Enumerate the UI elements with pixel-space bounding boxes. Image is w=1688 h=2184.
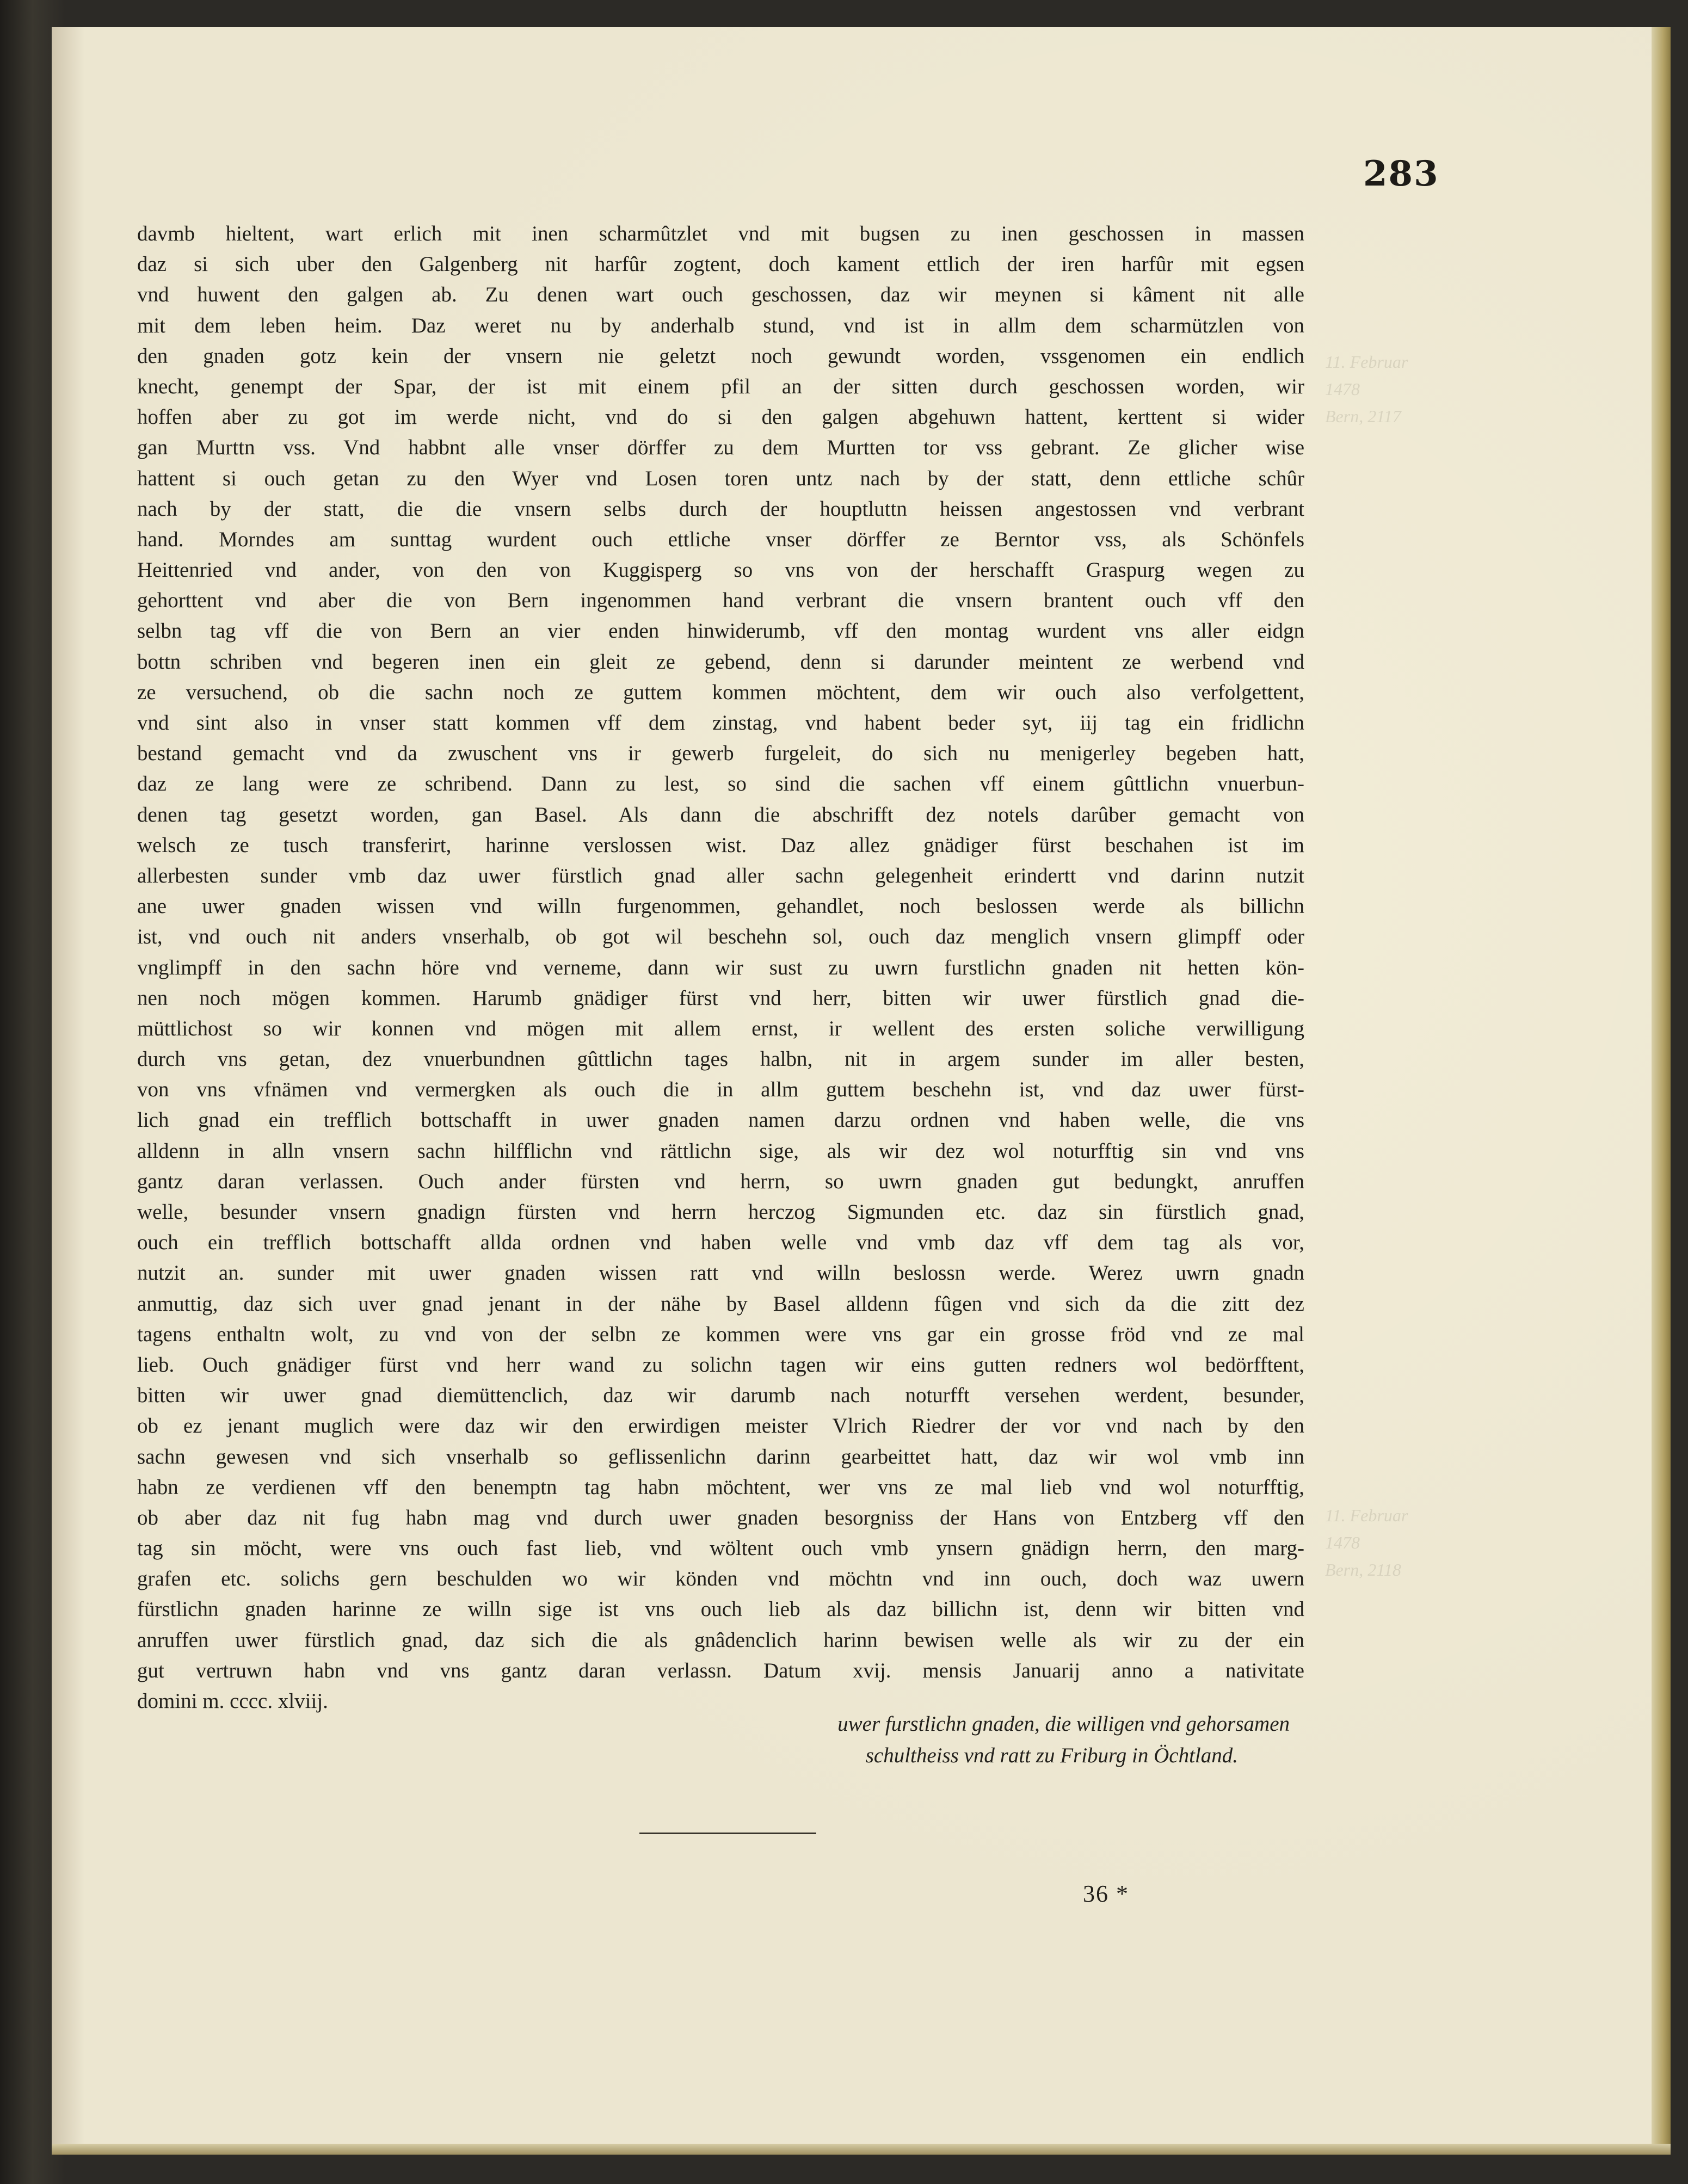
text-line: Heittenried vnd ander, von den von Kuggisperg so vns von der herschafft Graspurg wegen zu xyxy=(137,558,1304,582)
text-line: fürstlichn gnaden harinne ze willn sige ist vns ouch lieb als daz billichn ist, denn wir bitten vnd xyxy=(137,1597,1304,1621)
text-line: tag sin möcht, were vns ouch fast lieb, vnd wöltent ouch vmb ynsern gnädign herrn, den marg- xyxy=(137,1537,1304,1560)
text-line: ist, vnd ouch nit anders vnserhalb, ob got wil beschehn sol, ouch daz menglich vnsern glimpff oder xyxy=(137,925,1304,949)
text-line: vnglimpff in den sachn höre vnd verneme, dann wir sust zu uwrn furstlichn gnaden nit hetten kön- xyxy=(137,955,1304,979)
text-line: tagens enthaltn wolt, zu vnd von der selbn ze kommen were vns gar ein grosse fröd vnd ze mal xyxy=(137,1322,1304,1346)
text-line: gan Murttn vss. Vnd habbnt alle vnser dörffer zu dem Murtten tor vss gebrant. Ze glicher wise xyxy=(137,436,1304,460)
text-line: domini m. cccc. xlviij. xyxy=(137,1689,328,1713)
text-line: sachn gewesen vnd sich vnserhalb so geflissenlichn darinn gearbeittet hatt, daz wir wol vmb inn xyxy=(137,1445,1304,1469)
text-line: gehorttent vnd aber die von Bern ingenommen hand verbrant die vnsern brantent ouch vff den xyxy=(137,589,1304,613)
signature-line-1: uwer furstlichn gnaden, die willigen vnd gehorsamen xyxy=(837,1712,1290,1736)
text-line: knecht, genempt der Spar, der ist mit einem pfil an der sitten durch geschossen worden, wir xyxy=(137,374,1304,398)
text-line: ouch ein trefflich bottschafft allda ordnen vnd haben welle vnd vmb daz vff dem tag als vor, xyxy=(137,1231,1304,1255)
text-line: ob ez jenant muglich were daz wir den erwirdigen meister Vlrich Riedrer der vor vnd nach by den xyxy=(137,1414,1304,1438)
text-line: mit dem leben heim. Daz weret nu by anderhalb stund, vnd ist in allm dem scharmützlen von xyxy=(137,313,1304,337)
text-line: nach by der statt, die die vnsern selbs durch der houptluttn heissen angestossen vnd verbrant xyxy=(137,497,1304,521)
text-line: grafen etc. solichs gern beschulden wo wir könden vnd möchtn vnd inn ouch, doch waz uwern xyxy=(137,1567,1304,1591)
text-line: bitten wir uwer gnad diemüttenclich, daz wir darumb nach noturfft versehen werdent, besunder, xyxy=(137,1384,1304,1408)
text-line: lieb. Ouch gnädiger fürst vnd herr wand zu solichn tagen wir eins gutten redners wol bedörfftent, xyxy=(137,1353,1304,1377)
text-line: anruffen uwer fürstlich gnad, daz sich die als gnâdenclich harinn bewisen welle als wir zu der ein xyxy=(137,1628,1304,1652)
text-line: alldenn in alln vnsern sachn hilfflichn vnd rättlichn sige, als wir dez wol noturfftig sin vnd vns xyxy=(137,1139,1304,1163)
text-line: durch vns getan, dez vnuerbundnen gûttlichn tages halbn, nit in argem sunder im aller besten, xyxy=(137,1047,1304,1071)
text-line: bottn schriben vnd begeren inen ein gleit ze gebend, denn si darunder meintent ze werbend vnd xyxy=(137,650,1304,674)
text-line: allerbesten sunder vmb daz uwer fürstlich gnad aller sachn gelegenheit erindertt vnd darinn nutzit xyxy=(137,863,1304,887)
signature-line-2: schultheiss vnd ratt zu Friburg in Öchtland. xyxy=(865,1744,1238,1767)
text-line: vnd sint also in vnser statt kommen vff dem zinstag, vnd habent beder syt, iij tag ein fridlichn xyxy=(137,711,1304,735)
text-line: anmuttig, daz sich uver gnad jenant in der nähe by Basel alldenn fûgen vnd sich da die zitt dez xyxy=(137,1292,1304,1316)
text-line: vnd huwent den galgen ab. Zu denen wart ouch geschossen, daz wir meynen si kâment nit alle xyxy=(137,283,1304,307)
text-line: nutzit an. sunder mit uwer gnaden wissen ratt vnd willn beslossn werde. Werez uwrn gnadn xyxy=(137,1261,1304,1285)
text-line: gantz daran verlassen. Ouch ander fürsten vnd herrn, so uwrn gnaden gut bedungkt, anruffen xyxy=(137,1169,1304,1193)
text-line: hoffen aber zu got im werde nicht, vnd do si den galgen abgehuwn hattent, kerttent si wider xyxy=(137,405,1304,429)
text-line: hattent si ouch getan zu den Wyer vnd Losen toren untz nach by der statt, denn ettliche schûr xyxy=(137,466,1304,490)
text-line: welsch ze tusch transferirt, harinne verslossen wist. Daz allez gnädiger fürst beschahen ist im xyxy=(137,833,1304,857)
text-line: daz ze lang were ze schribend. Dann zu lest, so sind die sachen vff einem gûttlichn vnuerbun- xyxy=(137,772,1304,796)
text-line: gut vertruwn habn vnd vns gantz daran verlassn. Datum xvij. mensis Januarij anno a nativitate xyxy=(137,1658,1304,1682)
text-line: von vns vfnämen vnd vermergken als ouch die in allm guttem beschehn ist, vnd daz uwer fürst- xyxy=(137,1078,1304,1102)
text-line: welle, besunder vnsern gnadign fürsten vnd herrn herczog Sigmunden etc. daz sin fürstlich gnad, xyxy=(137,1200,1304,1224)
page-number: 283 xyxy=(1363,153,1439,194)
text-line: hand. Morndes am sunttag wurdent ouch ettliche vnser dörffer ze Berntor vss, als Schönfels xyxy=(137,527,1304,551)
letter-signature xyxy=(675,1708,1290,1772)
text-line: daz si sich uber den Galgenberg nit harfûr zogtent, doch kament ettlich der iren harfûr mit egsen xyxy=(137,252,1304,276)
text-line: nen noch mögen kommen. Harumb gnädiger fürst vnd herr, bitten wir uwer fürstlich gnad die- xyxy=(137,986,1304,1010)
show-through-text: 11. Februar 1478 Bern, 2118 xyxy=(1325,1506,1408,1580)
letter-body xyxy=(137,219,1304,1717)
text-line: denen tag gesetzt worden, gan Basel. Als dann die abschrifft dez notels darûber gemacht von xyxy=(137,803,1304,826)
text-line: ane uwer gnaden wissen vnd willn furgenommen, gehandlet, noch beslossen werde als billichn xyxy=(137,894,1304,918)
text-line: bestand gemacht vnd da zwuschent vns ir gewerb furgeleit, do sich nu menigerley begeben hatt, xyxy=(137,742,1304,766)
text-line: habn ze verdienen vff den benemptn tag habn möchtent, wer vns ze mal lieb vnd wol noturfftig, xyxy=(137,1475,1304,1499)
text-line: ob aber daz nit fug habn mag vnd durch uwer gnaden besorgniss der Hans von Entzberg vff den xyxy=(137,1506,1304,1529)
text-line: den gnaden gotz kein der vnsern nie geletzt noch gewundt worden, vssgenomen ein endlich xyxy=(137,344,1304,368)
page-edge-bottom xyxy=(52,2144,1671,2155)
footnote-rule xyxy=(639,1833,816,1834)
text-line: davmb hieltent, wart erlich mit inen scharmûtzlet vnd mit bugsen zu inen geschossen in massen xyxy=(137,222,1304,245)
text-line: lich gnad ein trefflich bottschafft in uwer gnaden namen darzu ordnen vnd haben welle, die vns xyxy=(137,1108,1304,1132)
text-line: müttlichost so wir konnen vnd mögen mit allem ernst, ir wellent des ersten soliche verwilligung xyxy=(137,1016,1304,1040)
text-line: ze versuchend, ob die sachn noch ze guttem kommen möchtent, dem wir ouch also verfolgettent, xyxy=(137,680,1304,704)
text-line: selbn tag vff die von Bern an vier enden hinwiderumb, vff den montag wurdent vns aller eidgn xyxy=(137,619,1304,643)
show-through-text: 11. Februar 1478 Bern, 2117 xyxy=(1325,352,1408,426)
page-edge-right xyxy=(1652,27,1671,2152)
printer-signature-mark: 36 * xyxy=(1083,1880,1129,1907)
